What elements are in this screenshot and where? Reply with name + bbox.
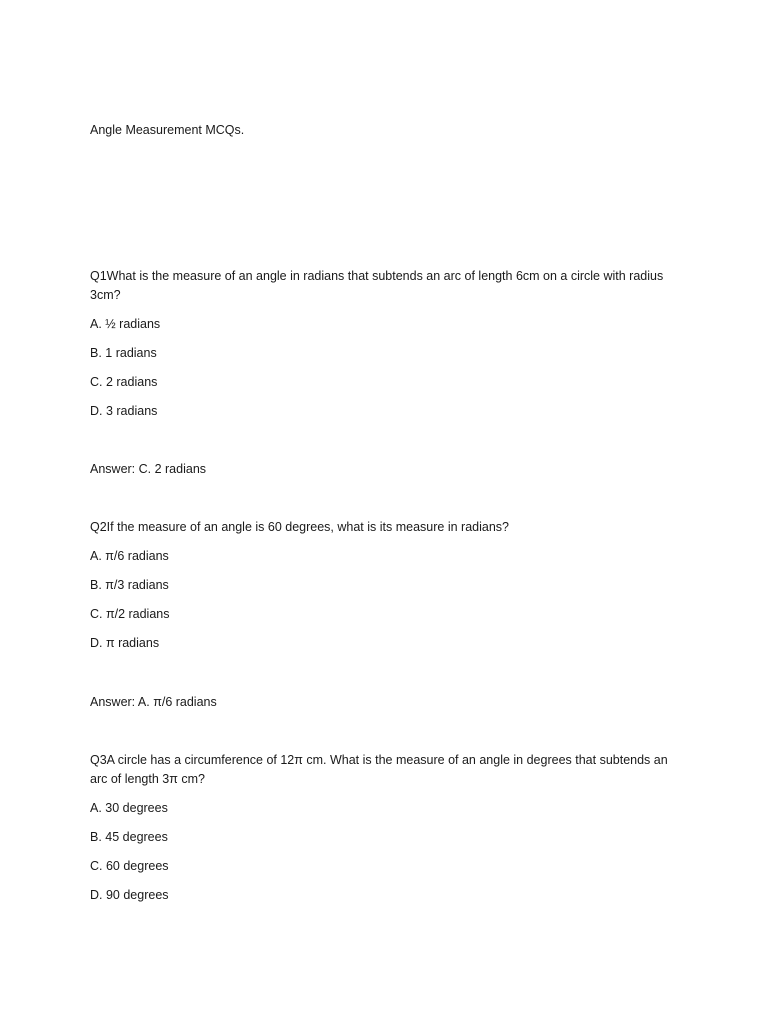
question-2-option-b: B. π/3 radians <box>90 578 169 592</box>
question-1-option-c: C. 2 radians <box>90 375 158 389</box>
question-3-option-a: A. 30 degrees <box>90 801 168 815</box>
document-title: Angle Measurement MCQs. <box>90 123 245 137</box>
question-3-option-b: B. 45 degrees <box>90 830 168 844</box>
question-1-answer: Answer: C. 2 radians <box>90 462 207 476</box>
question-2-option-d: D. π radians <box>90 636 160 650</box>
question-1-option-d: D. 3 radians <box>90 404 158 418</box>
question-2-prompt: Q2If the measure of an angle is 60 degrees, what is its measure in radians? <box>90 520 509 534</box>
question-2-option-c: C. π/2 radians <box>90 607 170 621</box>
question-3-prompt: Q3A circle has a circumference of 12π cm. What is the measure of an angle in degrees that subtends an arc of length 3π cm? <box>90 753 668 786</box>
question-1-option-b: B. 1 radians <box>90 346 157 360</box>
question-3-option-d: D. 90 degrees <box>90 888 169 902</box>
question-1-prompt: Q1What is the measure of an angle in radians that subtends an arc of length 6cm on a circle with radius 3cm? <box>90 269 664 302</box>
question-2-option-a: A. π/6 radians <box>90 549 169 563</box>
question-2-answer: Answer: A. π/6 radians <box>90 695 217 709</box>
question-1-option-a: A. ½ radians <box>90 317 161 331</box>
question-3-option-c: C. 60 degrees <box>90 859 169 873</box>
